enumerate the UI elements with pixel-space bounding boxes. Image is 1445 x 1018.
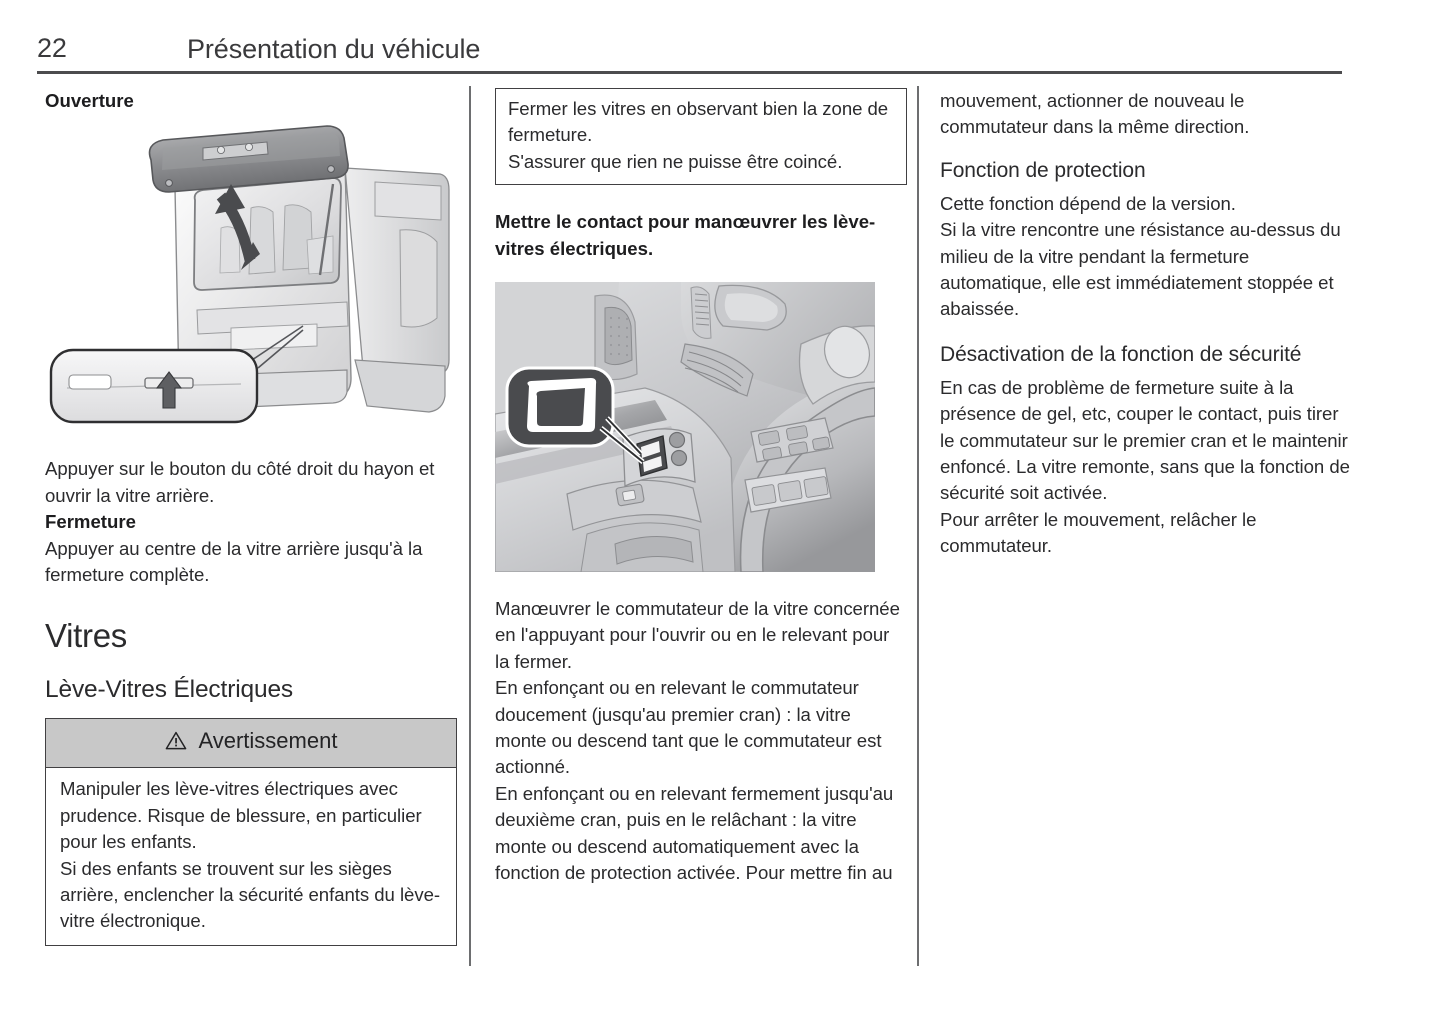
column-two (495, 88, 907, 887)
warning-body (45, 768, 457, 945)
para-appuyer-bouton: Appuyer sur le bouton du côté droit du hayon et ouvrir la vitre arrière. (45, 458, 435, 506)
header-rule-divider (37, 71, 1342, 74)
page-header (37, 33, 1342, 71)
note-line-1: Fermer les vitres en observant bien la zone de fermeture. (508, 98, 889, 146)
heading-fonction-protection: Fonction de protection (940, 158, 1146, 182)
column-one (45, 88, 457, 946)
warning-block (45, 718, 457, 945)
para-desactivation-2: Pour arrêter le mouvement, relâcher le commutateur. (940, 508, 1257, 557)
page-number: 22 (37, 33, 67, 63)
column-divider-left (469, 86, 471, 966)
column-divider-right (917, 86, 919, 966)
warning-line-2: Si des enfants se trouvent sur les sièges arrière, enclencher la sécurité enfants du lève-vitre électronique. (60, 857, 441, 932)
heading-vitres: Vitres (45, 617, 127, 655)
note-box-fermer-vitres (495, 88, 907, 185)
para-desactivation-1: En cas de problème de fermeture suite à la présence de gel, etc, couper le contact, puis tirer le commutateur sur le premier cran et le maintenir enfoncé. La vitre remonte, sans que la fonction de sécurité soit activée. (940, 376, 1350, 504)
para-enfoncant-deuxieme-cran: En enfonçant ou en relevant fermement jusqu'au deuxième cran, puis en le relâchant : la vitre monte ou descend automatiquement avec la fonction de protection activée. Pour mettre fin au (495, 782, 894, 884)
figure-tailgate-window (45, 120, 457, 442)
para-protection-1: Cette fonction dépend de la version. (940, 192, 1236, 214)
para-protection-2: Si la vitre rencontre une résistance au-dessus du milieu de la vitre pendant la fermeture automatique, elle est immédiatement stoppée et abaissée. (940, 219, 1341, 320)
para-fermeture: Appuyer au centre de la vitre arrière jusqu'à la fermeture complète. (45, 537, 423, 586)
heading-desactivation-securite: Désactivation de la fonction de sécurité (940, 342, 1302, 366)
note-line-2: S'assurer que rien ne puisse être coincé. (508, 150, 843, 172)
warning-triangle-icon (165, 730, 187, 756)
heading-mettre-contact: Mettre le contact pour manœuvrer les lève-vitres électriques. (495, 211, 876, 259)
heading-leve-vitres-electriques: Lève-Vitres Électriques (45, 676, 294, 704)
para-mouvement-continuation: mouvement, actionner de nouveau le commutateur dans la même direction. (940, 90, 1250, 138)
page-title: Présentation du véhicule (187, 34, 481, 64)
figure-door-panel-switch (495, 282, 907, 572)
para-enfoncant-premier-cran: En enfonçant ou en relevant le commutateur doucement (jusqu'au premier cran) : la vitre monte ou descend tant que le commutateur est actionné. (495, 677, 882, 778)
warning-header (45, 718, 457, 768)
warning-title: Avertissement (198, 728, 338, 754)
heading-fermeture: Fermeture (45, 511, 136, 533)
callout-window-switch-symbol (507, 368, 613, 446)
heading-ouverture: Ouverture (45, 90, 134, 111)
column-three (940, 88, 1352, 560)
para-manoeuvrer-commutateur: Manœuvrer le commutateur de la vitre concernée en l'appuyant pour l'ouvrir ou en le relevant pour la fermer. (495, 598, 900, 672)
warning-line-1: Manipuler les lève-vitres électriques avec prudence. Risque de blessure, en particulier pour les enfants. (60, 778, 422, 853)
